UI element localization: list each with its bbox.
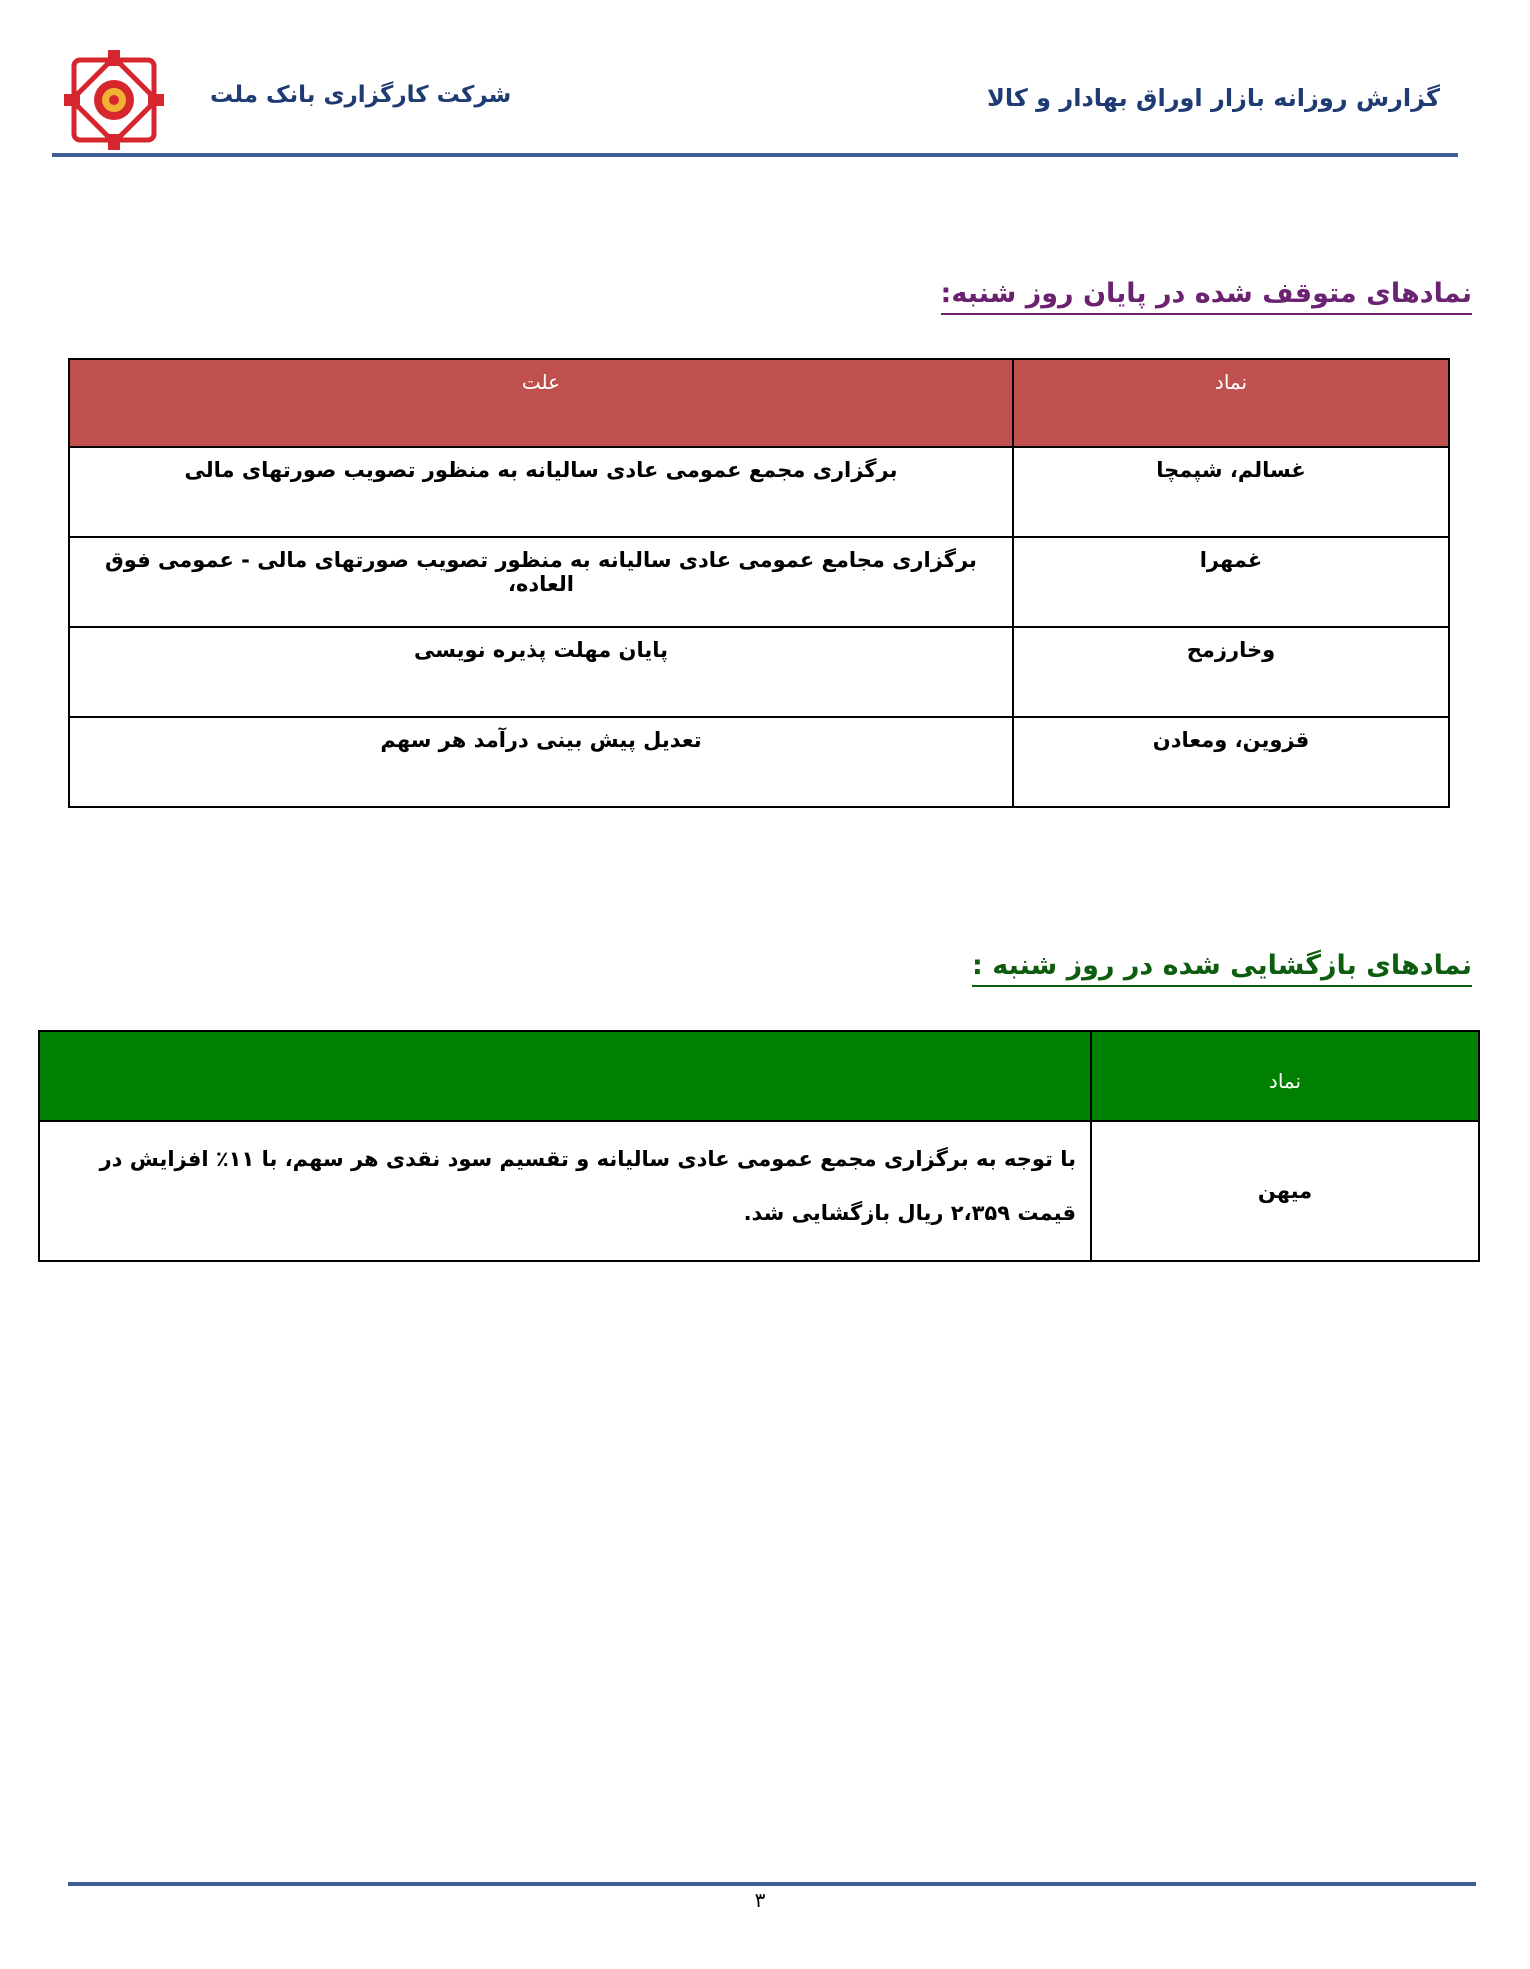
table-row — [69, 537, 1449, 627]
bank-mellat-logo-icon — [62, 48, 166, 152]
report-title: گزارش روزانه بازار اوراق بهادار و کالا — [986, 84, 1440, 112]
company-logo — [62, 48, 166, 152]
company-name: شرکت کارگزاری بانک ملت — [210, 82, 512, 108]
page-number: ۳ — [754, 1888, 766, 1912]
table-row — [69, 447, 1449, 537]
table-header-row — [39, 1031, 1479, 1121]
table-row — [69, 627, 1449, 717]
symbol-cell: غسالم، شپمچا — [1013, 447, 1449, 537]
symbol-cell: وخارزمح — [1013, 627, 1449, 717]
halted-symbols-title: نمادهای متوقف شده در پایان روز شنبه: — [941, 278, 1472, 315]
reason-cell: پایان مهلت پذیره نویسی — [69, 627, 1013, 717]
reopened-symbols-title: نمادهای بازگشایی شده در روز شنبه : — [972, 950, 1472, 987]
symbol-cell: قزوین، ومعادن — [1013, 717, 1449, 807]
symbol-cell: غمهرا — [1013, 537, 1449, 627]
column-header-symbol: نماد — [1013, 359, 1449, 447]
reason-cell: برگزاری مجامع عمومی عادی سالیانه به منظور تصویب صورتهای مالی - عمومی فوق العاده، — [69, 537, 1013, 627]
halted-symbols-table — [68, 358, 1450, 808]
symbol-cell: میهن — [1091, 1121, 1479, 1261]
reason-cell: تعدیل پیش بینی درآمد هر سهم — [69, 717, 1013, 807]
reason-cell: با توجه به برگزاری مجمع عمومی عادی سالیانه و تقسیم سود نقدی هر سهم، با ۱۱٪ افزایش در قیمت ۲،۳۵۹ ریال بازگشایی شد. — [39, 1121, 1091, 1261]
table-row — [39, 1121, 1479, 1261]
table-header-row — [69, 359, 1449, 447]
column-header-reason — [39, 1031, 1091, 1121]
reopened-symbols-table — [38, 1030, 1480, 1262]
column-header-reason: علت — [69, 359, 1013, 447]
column-header-symbol: نماد — [1091, 1031, 1479, 1121]
header-divider — [52, 153, 1458, 157]
table-row — [69, 717, 1449, 807]
footer-divider — [68, 1882, 1476, 1886]
reason-cell: برگزاری مجمع عمومی عادی سالیانه به منظور تصویب صورتهای مالی — [69, 447, 1013, 537]
